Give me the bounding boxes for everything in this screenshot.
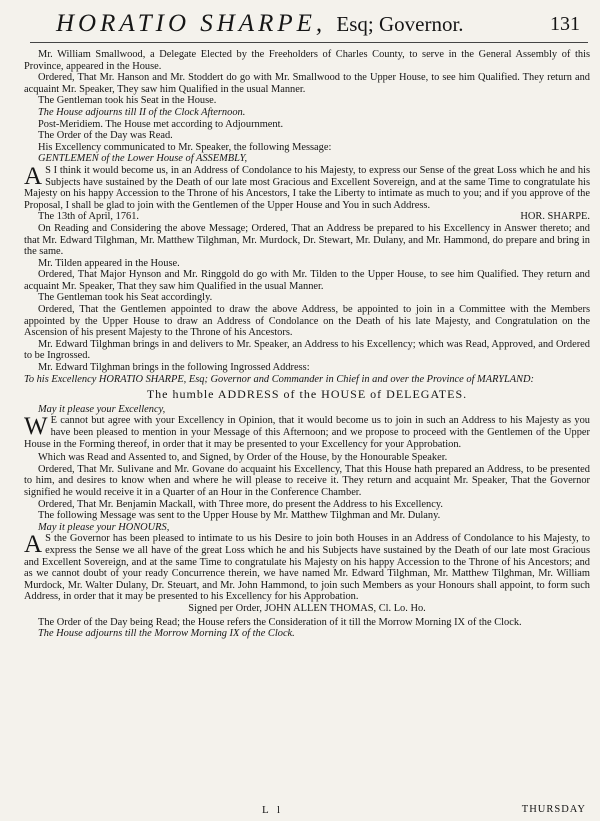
paragraph-message-intro: His Excellency communicated to Mr. Speaker, the following Message: bbox=[38, 141, 332, 153]
house-address bbox=[24, 415, 590, 450]
paragraph-message-sent: The following Message was sent to the Upper House by Mr. Matthew Tilghman and Mr. Dulany. bbox=[38, 510, 441, 522]
catchword: THURSDAY bbox=[521, 804, 586, 815]
paragraph-post-meridiem: Post-Meridiem. The House met according to Adjournment. bbox=[38, 118, 284, 130]
running-header bbox=[30, 0, 588, 43]
paragraph-tilden-appears: Mr. Tilden appeared in the House. bbox=[38, 257, 180, 269]
message-to-upper-house-text: S the Governor has been pleased to intimate to us his Desire to join both Houses in an Address of Condolance to his Majesty, to express the Sense we all have of the great Loss which he and his Subjects have sustained by the Death of our late most Gracious and Excellent Sovereign, and at the same Time to congratulate his Majesty on his happy Accession to the Throne of his Ancestors; and as we cannot doubt of your ready Concurrence therein, we have named Mr. Edward Tilghman, Mr. Matthew Tilghman, Mr. William Murdock, Mr. Walter Dulany, Dr. Steuart, and Mr. John Hammond, to join such Members as your Honours shall appoint, to form such Address, in order that it may be presented to his Excellency for his Approbation. bbox=[24, 533, 590, 603]
address-heading: The humble ADDRESS of the HOUSE of DELEGATES. bbox=[146, 387, 468, 402]
message-dateline bbox=[38, 211, 590, 223]
paragraph-order-qualify: Ordered, That Mr. Hanson and Mr. Stoddert do go with Mr. Smallwood to the Upper House, to see him Qualified. They return and acquaint Mr. Speaker, They saw him Qualified in the usual Manner. bbox=[24, 72, 590, 95]
message-to-upper-house bbox=[24, 533, 590, 603]
paragraph-order-acquaint: Ordered, That Mr. Sulivane and Mr. Govane do acquaint his Excellency, That this House hath prepared an Address, to be presented to him, and desires to know when and where he will please to receive it. They return and acquaint Mr. Speaker, That the Governor signified he would receive it in a Quarter of an Hour in the Conference Chamber. bbox=[24, 463, 590, 498]
paragraph-order-of-day: The Order of the Day being Read; the House refers the Consideration of it till the Morrow Morning IX of the Clock. bbox=[38, 616, 522, 628]
address-superscription: To his Excellency HORATIO SHARPE, Esq; Governor and Commander in Chief in and over the Province of MARYLAND: bbox=[24, 373, 535, 385]
paragraph-committee: Ordered, That the Gentlemen appointed to draw the above Address, be appointed to join in a Committee with the Members appointed by the Upper House to draw an Address of Condolance on the Death of his late Majesty, and Congratulation on the Ascension of his present Majesty to the Throne of his Ancestors. bbox=[24, 304, 590, 339]
paragraph-smallwood-appears: Mr. William Smallwood, a Delegate Elected by the Freeholders of Charles County, to serve in the General Assembly of this Province, appeared in the House. bbox=[24, 49, 590, 72]
drop-cap: W bbox=[24, 413, 48, 441]
drop-cap: A bbox=[24, 531, 43, 559]
message-signature: HOR. SHARPE. bbox=[520, 211, 590, 223]
message-salutation: GENTLEMEN of the Lower House of ASSEMBLY, bbox=[38, 153, 248, 165]
paragraph-address-delivered: Mr. Edward Tilghman brings in and delivers to Mr. Speaker, an Address to his Excellency; which was Read, Approved, and Ordered to be Ingrossed. bbox=[24, 338, 590, 362]
paragraph-order-read: The Order of the Day was Read. bbox=[38, 130, 173, 142]
paragraph-assented: Which was Read and Assented to, and Signed, by Order of the House, by the Honourable Speaker. bbox=[38, 452, 448, 464]
governor-message bbox=[24, 162, 590, 211]
page-footer bbox=[0, 801, 600, 821]
paragraph-ingrossed-address: Mr. Edward Tilghman brings in the following Ingrossed Address: bbox=[38, 362, 310, 374]
paragraph-address-ordered: On Reading and Considering the above Message; Ordered, That an Address be prepared to his Excellency in Answer thereto; and that Mr. Edward Tilghman, Mr. Matthew Tilghman, Mr. Murdock, Dr. Stewart, Mr. Dulany, and Mr. Hammond, do prepare and bring in the same. bbox=[24, 222, 590, 258]
message-date: The 13th of April, 1761. bbox=[38, 211, 140, 223]
signature-mark: L l bbox=[262, 804, 284, 816]
page-number: 131 bbox=[550, 13, 580, 35]
running-title-name: HORATIO SHARPE, bbox=[56, 10, 327, 37]
paragraph-final-adjourn: The House adjourns till the Morrow Morning IX of the Clock. bbox=[38, 628, 295, 640]
governor-message-text: S I think it would become us, in an Address of Condolance to his Majesty, to express our Sense of the great Loss which he and his Subjects have sustained by the Death of our late most Gracious and Excellent Sovereign, and at the same Time to congratulate his Majesty on his happy Accession to the Throne of his Ancestors, I take the Liberty to intimate as much to you; and if you approve of the Proposal, I shall be glad to join with the Gentlemen of the Upper House and You in such Address. bbox=[24, 164, 590, 211]
document-body bbox=[24, 49, 590, 640]
running-title-esq: Esq; Governor. bbox=[336, 12, 464, 36]
drop-cap: A bbox=[24, 162, 43, 190]
paragraph-seat-accordingly: The Gentleman took his Seat accordingly. bbox=[38, 292, 213, 304]
honours-salutation: May it please your HONOURS, bbox=[38, 521, 170, 533]
running-title bbox=[56, 10, 464, 38]
paragraph-order-tilden: Ordered, That Major Hynson and Mr. Ringgold do go with Mr. Tilden to the Upper House, to see him Qualified. They return and acquaint Mr. Speaker, That they saw him Qualified in the usual Manner. bbox=[24, 269, 590, 292]
message-signed: Signed per Order, JOHN ALLEN THOMAS, Cl. Lo. Ho. bbox=[188, 602, 426, 614]
paragraph-seat-taken: The Gentleman took his Seat in the House. bbox=[38, 95, 217, 107]
address-salutation: May it please your Excellency, bbox=[38, 403, 166, 415]
house-address-text: E cannot but agree with your Excellency in Opinion, that it would become us to join in such an Address to his Majesty as you have been pleased to mention in your Message of this Afternoon; and we propose to proceed with the Gentlemen of the Upper House in the Forming thereof, in order that it may be presented to your Excellency for your Approbation. bbox=[24, 415, 590, 450]
paragraph-order-present: Ordered, That Mr. Benjamin Mackall, with Three more, do present the Address to his Excellency. bbox=[38, 498, 443, 510]
paragraph-adjourns: The House adjourns till II of the Clock Afternoon. bbox=[38, 106, 246, 118]
